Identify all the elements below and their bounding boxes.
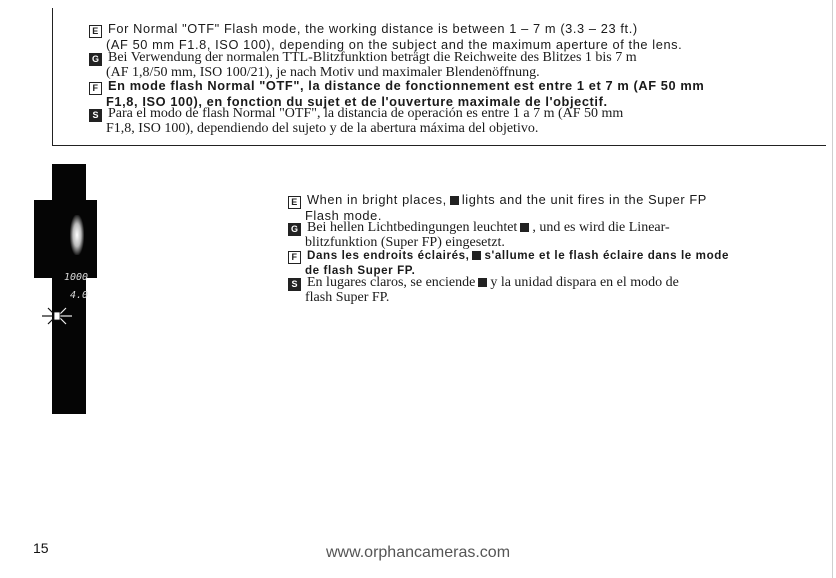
top-paragraph-es: [89, 107, 829, 136]
viewfinder-light-glow: [70, 215, 84, 255]
top-de-line1: Bei Verwendung der normalen TTL-Blitzfunktion beträgt die Reichweite des Blitzes 1 bis 7 m: [108, 50, 637, 65]
viewfinder-shutter-readout: 1000: [64, 272, 89, 283]
lang-marker-fr: F: [89, 82, 102, 95]
viewfinder-lcd-band: [34, 200, 97, 278]
side-fr-a: Dans les endroits éclairés,: [307, 249, 470, 262]
flash-lamp-icon: [478, 278, 487, 287]
flash-lamp-icon: [520, 223, 529, 232]
side-marker-es: S: [288, 278, 301, 291]
top-text-box: [52, 8, 826, 146]
flash-lamp-icon: [450, 196, 459, 205]
side-paragraph-en: [288, 193, 808, 223]
side-paragraph-fr: [288, 249, 808, 278]
side-es-a: En lugares claros, se enciende: [307, 275, 476, 290]
top-fr-line1: En mode flash Normal "OTF", la distance de fonctionnement est entre 1 et 7 m (AF 50 mm: [108, 78, 705, 93]
top-fr-line2: F1,8, ISO 100), en fonction du sujet et de l'ouverture maximale de l'objectif.: [106, 94, 608, 109]
top-en-line2: (AF 50 mm F1.8, ISO 100), depending on the subject and the maximum aperture of the lens.: [106, 37, 683, 52]
top-paragraph-en: [89, 22, 829, 52]
flash-indicator-icon: [42, 303, 72, 333]
side-en-b: lights and the unit fires in the Super FP: [461, 192, 707, 207]
side-de-c: blitzfunktion (Super FP) eingesetzt.: [305, 235, 505, 250]
side-de-b: , und es wird die Linear-: [532, 220, 670, 235]
top-paragraph-de: [89, 51, 829, 80]
top-es-line1: Para el modo de flash Normal "OTF", la distancia de operación es entre 1 a 7 m (AF 50 mm: [108, 106, 624, 121]
side-paragraph-es: [288, 276, 808, 305]
top-en-line1: For Normal "OTF" Flash mode, the working distance is between 1 – 7 m (3.3 – 23 ft.): [108, 21, 638, 36]
side-es-b: y la unidad dispara en el modo de: [490, 275, 679, 290]
lang-marker-en: E: [89, 25, 102, 38]
side-fr-c: de flash Super FP.: [305, 264, 416, 277]
top-de-line2: (AF 1,8/50 mm, ISO 100/21), je nach Motiv und maximaler Blendenöffnung.: [106, 65, 540, 80]
side-paragraph-de: [288, 221, 808, 250]
side-marker-fr: F: [288, 251, 301, 264]
page-number: 15: [33, 540, 49, 556]
side-es-c: flash Super FP.: [305, 290, 390, 305]
page-edge-line: [832, 0, 833, 578]
side-en-c: Flash mode.: [305, 208, 383, 223]
viewfinder-aperture-readout: 4.0: [70, 290, 89, 301]
lang-marker-es: S: [89, 109, 102, 122]
side-de-a: Bei hellen Lichtbedingungen leuchtet: [307, 220, 518, 235]
top-paragraph-fr: [89, 79, 829, 109]
source-url: www.orphancameras.com: [325, 544, 511, 561]
side-en-a: When in bright places,: [307, 192, 447, 207]
top-es-line2: F1,8, ISO 100), dependiendo del sujeto y de la abertura máxima del objetivo.: [106, 121, 539, 136]
side-fr-b: s'allume et le flash éclaire dans le mode: [484, 249, 729, 262]
side-marker-de: G: [288, 223, 301, 236]
side-marker-en: E: [288, 196, 301, 209]
lang-marker-de: G: [89, 53, 102, 66]
flash-lamp-icon: [472, 251, 481, 260]
